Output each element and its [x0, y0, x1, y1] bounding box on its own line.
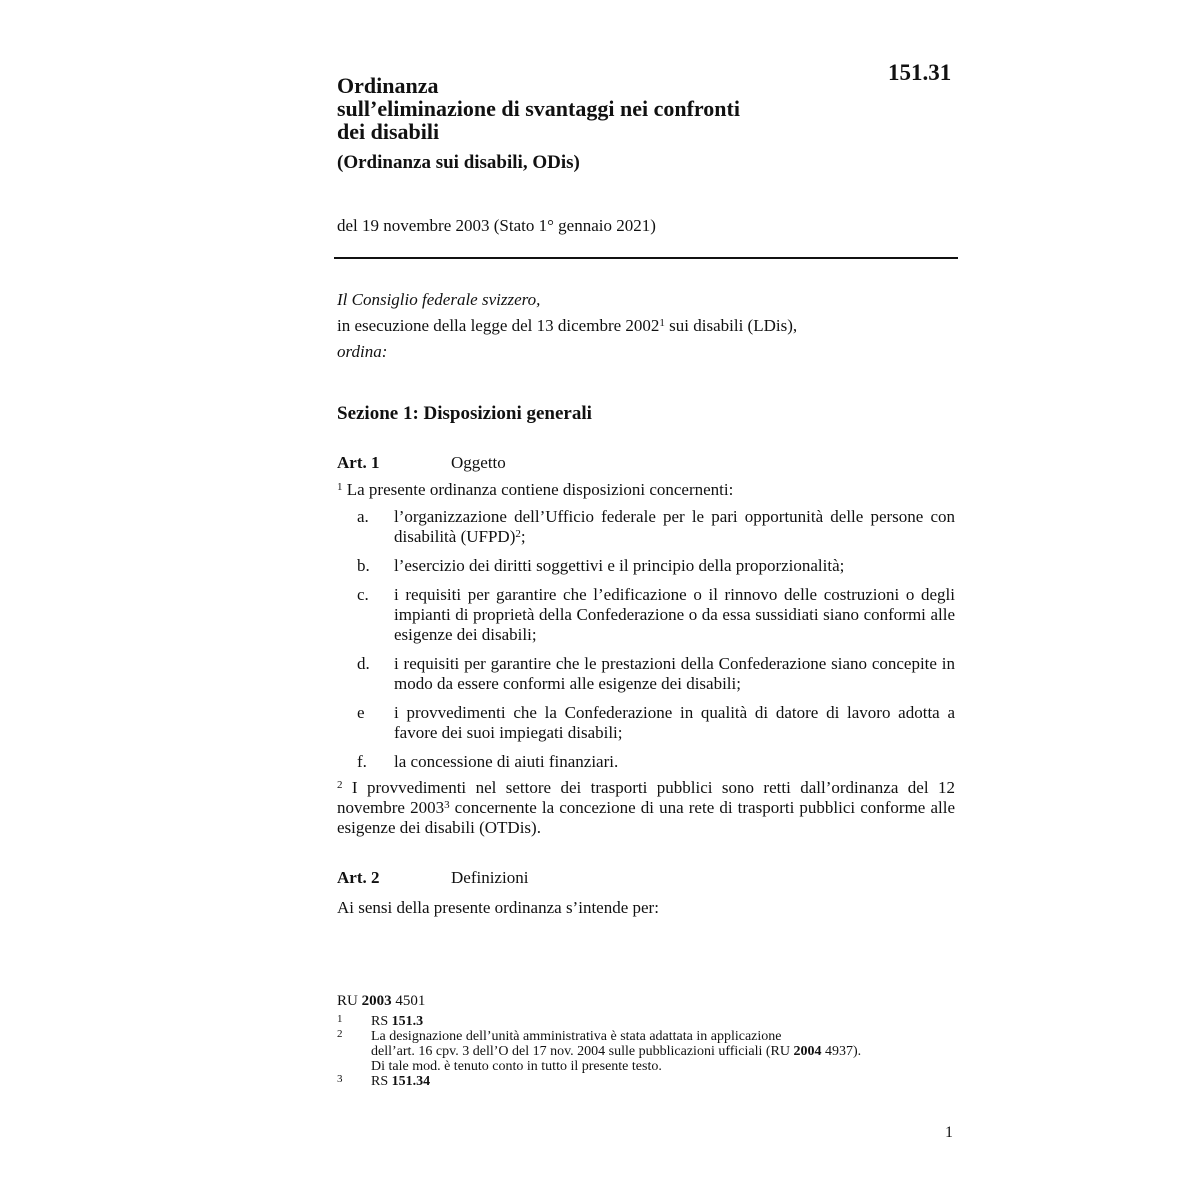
preamble-ordains: ordina: — [337, 342, 388, 361]
article-heading — [337, 868, 637, 890]
footnote-mark: 1 — [337, 1013, 343, 1025]
list-letter: d. — [357, 654, 370, 673]
list-item-text: i requisiti per garantire che le prestazioni della Confederazione siano concepite in modo da essere conformi alle esigenze dei disabili; — [394, 654, 955, 693]
footnote — [337, 1029, 957, 1074]
preamble-legal-basis — [337, 313, 957, 339]
article-heading — [337, 453, 637, 475]
article-intro: Ai sensi della presente ordinanza s’intende per: — [337, 898, 659, 917]
paragraph — [337, 480, 955, 500]
list-item — [337, 654, 955, 694]
date-line: del 19 novembre 2003 (Stato 1° gennaio 2021) — [337, 216, 656, 235]
footnote-ref-number[interactable]: 151.34 — [391, 1074, 431, 1089]
title-line: sull’eliminazione di svantaggi nei confronti — [337, 96, 740, 121]
header-divider — [334, 257, 958, 259]
paragraph-number: 2 — [337, 779, 343, 791]
list-letter: a. — [357, 507, 369, 526]
footnote-mark: 3 — [337, 1073, 343, 1085]
footnote-text: RS — [371, 1014, 392, 1029]
official-collection-ref — [337, 993, 425, 1010]
paragraph-text: concernente la concezione di una rete di trasporti pubblici conforme alle esigenze dei disabili (OTDis). — [337, 798, 955, 837]
paragraph-number: 1 — [337, 481, 343, 493]
list-item — [337, 556, 955, 576]
footnote-text: La designazione dell’unità amministrativa è stata adattata in applicazione — [371, 1029, 782, 1044]
footnote-text: dell’art. 16 cpv. 3 dell’O del 17 nov. 2004 sulle pubblicazioni ufficiali (RU — [371, 1044, 794, 1059]
list-item-text: l’organizzazione dell’Ufficio federale per le pari opportunità delle persone con disabilità (UFPD) — [394, 507, 955, 546]
sr-number: 151.31 — [888, 60, 952, 85]
list-item-text: la concessione di aiuti finanziari. — [394, 752, 619, 771]
list-letter: c. — [357, 585, 369, 604]
list-item — [337, 507, 955, 547]
footnote-text-line — [371, 1044, 957, 1059]
list-letter: b. — [357, 556, 370, 575]
article-title: Definizioni — [451, 868, 529, 887]
paragraph-text: La presente ordinanza contiene disposizioni concernenti: — [342, 480, 734, 499]
section-heading: Sezione 1: Disposizioni generali — [337, 403, 592, 424]
list-item-text: i provvedimenti che la Confederazione in qualità di datore di lavoro adotta a favore dei suoi impiegati disabili; — [394, 703, 955, 742]
title-line: Ordinanza — [337, 73, 439, 98]
list-item — [337, 585, 955, 645]
list-letter: f. — [357, 752, 367, 771]
article-number: Art. 2 — [337, 868, 380, 887]
list-item-text: ; — [520, 527, 526, 546]
footnote-text: RS — [371, 1074, 392, 1089]
article-number: Art. 1 — [337, 453, 380, 472]
legal-basis-text: in esecuzione della legge del 13 dicembre 2002 — [337, 316, 660, 335]
title-block — [337, 74, 857, 174]
footnote-mark: 2 — [337, 1028, 343, 1040]
abbreviated-title: (Ordinanza sui disabili, ODis) — [337, 152, 580, 173]
list-item-text: i requisiti per garantire che l’edificazione o il rinnovo delle costruzioni o degli impianti di proprietà della Confederazione o da essa sussidiati siano conformi alle esigenze dei disabili; — [394, 585, 955, 644]
footnote-ru-year: 2004 — [793, 1044, 822, 1059]
page-number: 1 — [945, 1124, 953, 1141]
title-line: dei disabili — [337, 119, 440, 144]
letter-list — [337, 507, 955, 772]
footnote-ref[interactable]: 3 — [444, 799, 450, 811]
paragraph-text: I provvedimenti nel settore dei trasporti pubblici sono retti dall’ordinanza del 12 novembre 2003 — [337, 778, 955, 817]
footnote-ref-number[interactable]: 151.3 — [391, 1014, 424, 1029]
preamble — [337, 287, 957, 365]
article-title: Oggetto — [451, 453, 506, 472]
footnotes — [337, 1014, 957, 1089]
ordinance-title — [337, 74, 857, 143]
footnote-ref[interactable]: 1 — [659, 317, 665, 329]
list-item — [337, 752, 955, 772]
paragraph — [337, 778, 955, 838]
ru-page: 4501 — [391, 993, 426, 1009]
footnote — [337, 1074, 957, 1089]
article-body — [337, 480, 955, 781]
ru-prefix: RU — [337, 993, 362, 1009]
footnote-text: 4937). — [821, 1044, 862, 1059]
list-item-text: l’esercizio dei diritti soggettivi e il principio della proporzionalità; — [394, 556, 845, 575]
legal-basis-text: sui disabili (LDis), — [664, 316, 798, 335]
footnote-text: Di tale mod. è tenuto conto in tutto il presente testo. — [371, 1059, 662, 1074]
ru-year: 2003 — [361, 993, 392, 1009]
footnote-ref[interactable]: 2 — [515, 528, 521, 540]
list-item — [337, 703, 955, 743]
preamble-authority: Il Consiglio federale svizzero, — [337, 290, 541, 309]
footnote — [337, 1014, 957, 1029]
list-letter: e — [357, 703, 365, 722]
